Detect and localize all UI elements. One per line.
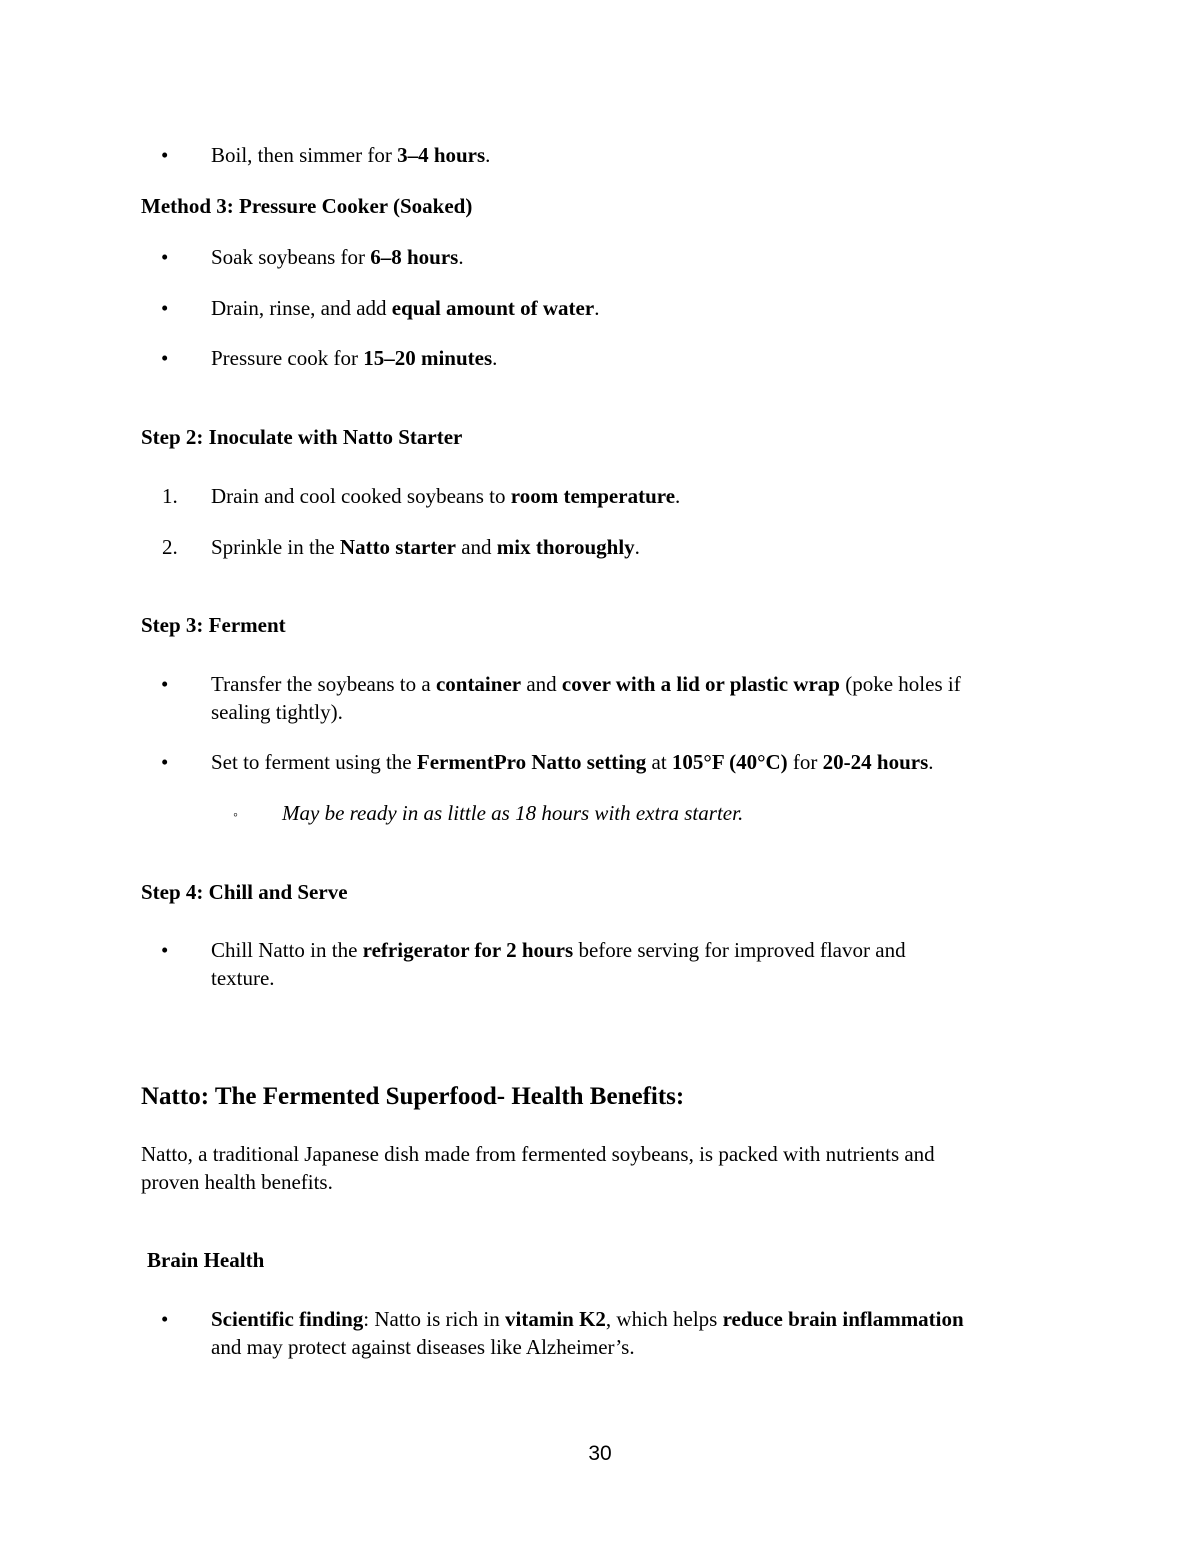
method3-heading: Method 3: Pressure Cooker (Soaked) [141, 194, 473, 218]
step4-chill-item: Chill Natto in the refrigerator for 2 hours before serving for improved flavor and [211, 938, 906, 962]
method3-pressure-item: Pressure cook for 15–20 minutes. [211, 346, 498, 370]
bullet-marker: • [161, 750, 169, 774]
brain-finding-item: Scientific finding: Natto is rich in vitamin K2, which helps reduce brain inflammation [211, 1307, 964, 1331]
bullet-marker: • [161, 1307, 169, 1331]
step3-heading: Step 3: Ferment [141, 613, 286, 637]
list-number: 2. [162, 535, 178, 559]
step3-transfer-item: Transfer the soybeans to a container and cover with a lid or plastic wrap (poke holes if [211, 672, 961, 696]
step3-transfer-item-cont: sealing tightly). [211, 700, 343, 724]
brain-health-heading: Brain Health [147, 1248, 265, 1272]
bullet-marker: • [161, 143, 169, 167]
bullet-marker: • [161, 346, 169, 370]
step3-ferment-item: Set to ferment using the FermentPro Natto setting at 105°F (40°C) for 20-24 hours. [211, 750, 934, 774]
step4-heading: Step 4: Chill and Serve [141, 880, 348, 904]
step2-starter-item: Sprinkle in the Natto starter and mix thoroughly. [211, 535, 640, 559]
bullet-marker: • [161, 245, 169, 269]
step4-chill-item-cont: texture. [211, 966, 275, 990]
step2-cool-item: Drain and cool cooked soybeans to room temperature. [211, 484, 681, 508]
method2-simmer-item: Boil, then simmer for 3–4 hours. [211, 143, 491, 167]
method3-soak-item: Soak soybeans for 6–8 hours. [211, 245, 464, 269]
list-number: 1. [162, 484, 178, 508]
step3-ready-note: May be ready in as little as 18 hours with extra starter. [282, 801, 744, 825]
benefits-intro: Natto, a traditional Japanese dish made from fermented soybeans, is packed with nutrients and [141, 1142, 935, 1166]
bullet-marker: • [161, 296, 169, 320]
page-number: 30 [588, 1442, 612, 1465]
method3-drain-item: Drain, rinse, and add equal amount of water. [211, 296, 600, 320]
bullet-marker: • [161, 938, 169, 962]
step2-heading: Step 2: Inoculate with Natto Starter [141, 425, 463, 449]
brain-finding-item-cont: and may protect against diseases like Alzheimer’s. [211, 1335, 635, 1359]
bullet-marker: • [161, 672, 169, 696]
health-benefits-title: Natto: The Fermented Superfood- Health Benefits: [141, 1083, 685, 1110]
benefits-intro-cont: proven health benefits. [141, 1170, 333, 1194]
sub-bullet-marker: ◦ [233, 808, 238, 823]
